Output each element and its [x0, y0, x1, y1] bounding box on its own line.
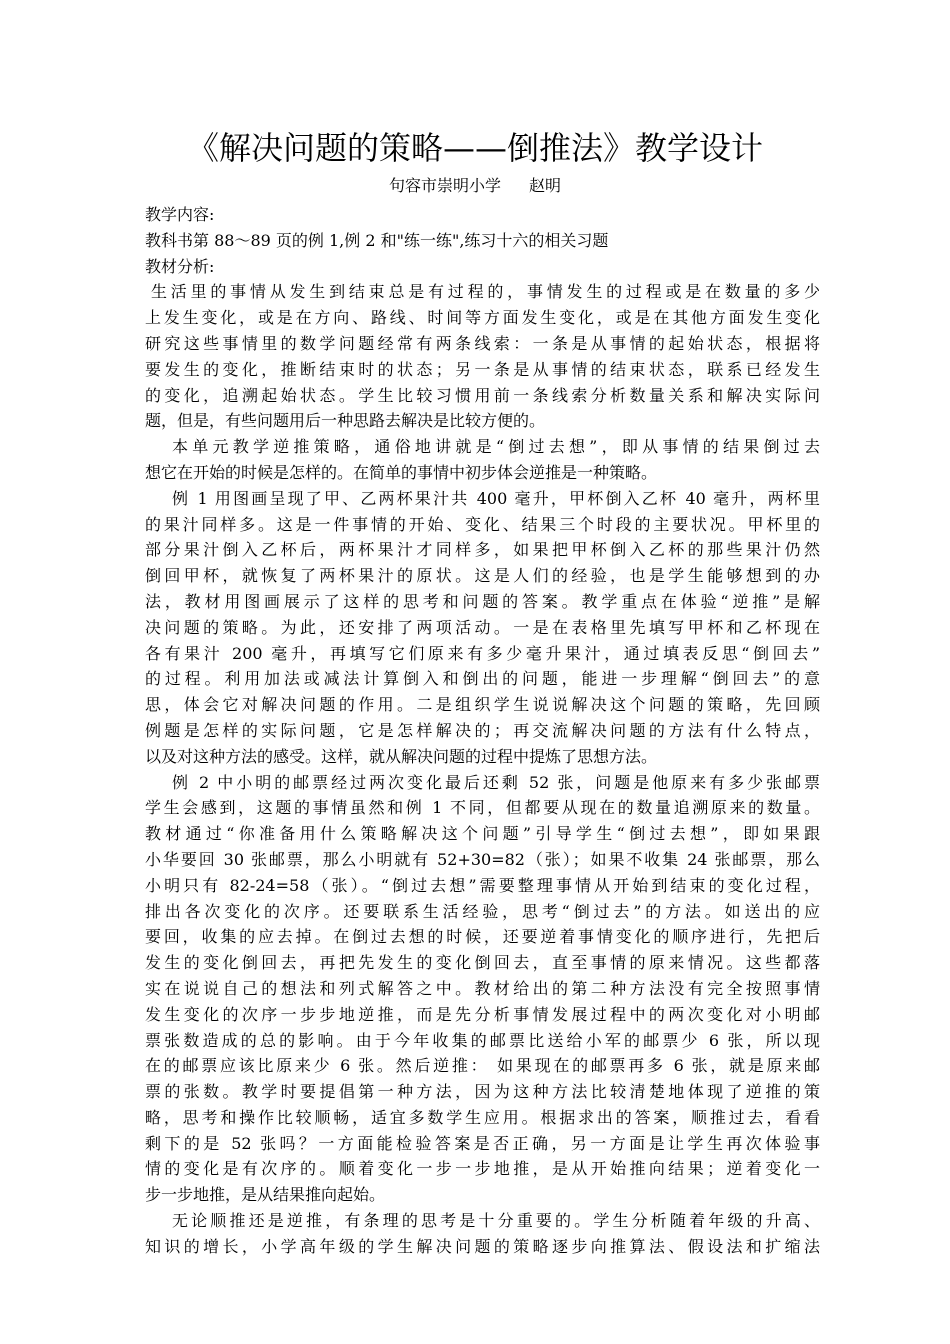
text-line: 教学内容:: [145, 205, 215, 224]
text-line: 要发生的变化，推断结束时的状态；另一条是从事情的结束状态，联系已经发生: [145, 359, 820, 379]
text-line: 研究这些事情里的数学问题经常有两条线索：一条是从事情的起始状态，根据将: [145, 333, 820, 353]
text-line: 决问题的策略。为此，还安排了两项活动。一是在表格里先填写甲杯和乙杯现在: [145, 617, 820, 637]
text-line: 情的变化是有次序的。顺着变化一步一步地推，是从开始推向结果；逆着变化一: [145, 1159, 820, 1179]
text-line: 剩下的是 52 张吗？一方面能检验答案是否正确，另一方面是让学生再次体验事: [145, 1133, 820, 1153]
text-line: 票张数造成的总的影响。由于今年收集的邮票比送给小军的邮票少 6 张，所以现: [145, 1030, 820, 1050]
text-line: 的过程。利用加法或减法计算倒入和倒出的问题，能进一步理解“倒回去”的意: [145, 669, 820, 689]
text-line: 要回，收集的应去掉。在倒过去想的时候，还要逆着事情变化的顺序进行，先把后: [145, 927, 820, 947]
author-name: 赵明: [529, 176, 562, 195]
text-line: 小华要回 30 张邮票，那么小明就有 52+30=82（张）；如果不收集 24 张邮票，那么: [145, 849, 820, 869]
text-line: 发生变化的次序一步步地逆推，而是先分析事情发展过程中的两次变化对小明邮: [145, 1004, 820, 1024]
text-line: 票的张数。教学时要提倡第一种方法，因为这种方法比较清楚地体现了逆推的策: [145, 1082, 820, 1102]
text-line: 本单元教学逆推策略，通俗地讲就是“倒过去想”，即从事情的结果倒过去: [172, 437, 820, 457]
text-line: 在的邮票应该比原来少 6 张。然后逆推： 如果现在的邮票再多 6 张，就是原来邮: [145, 1056, 820, 1076]
document-title: 《解决问题的策略——倒推法》教学设计: [186, 129, 763, 167]
text-line: 例题是怎样的实际问题，它是怎样解决的；再交流解决问题的方法有什么特点，: [145, 720, 820, 740]
text-line: 生活里的事情从发生到结束总是有过程的，事情发生的过程或是在数量的多少: [151, 282, 820, 302]
text-line: 发生的变化倒回去，再把先发生的变化倒回去，直至事情的原来情况。这些都落: [145, 953, 820, 973]
text-line: 教材通过“你准备用什么策略解决这个问题”引导学生“倒过去想”，即如果跟: [145, 824, 820, 844]
text-line: 部分果汁倒入乙杯后，两杯果汁才同样多，如果把甲杯倒入乙杯的那些果汁仍然: [145, 540, 820, 560]
text-line: 倒回甲杯，就恢复了两杯果汁的原状。这是人们的经验，也是学生能够想到的办: [145, 566, 820, 586]
text-line: 思，体会它对解决问题的作用。二是组织学生说说解决这个问题的策略，先回顾: [145, 695, 820, 715]
text-line: 知识的增长，小学高年级的学生解决问题的策略逐步向推算法、假设法和扩缩法: [145, 1236, 820, 1256]
text-line: 无论顺推还是逆推，有条理的思考是十分重要的。学生分析随着年级的升高、: [172, 1211, 820, 1231]
text-line: 想它在开始的时候是怎样的。在简单的事情中初步体会逆推是一种策略。: [145, 462, 658, 482]
author-line: [0, 174, 950, 198]
text-line: 各有果汁 200 毫升，再填写它们原来有多少毫升果汁，通过填表反思“倒回去”: [145, 643, 820, 663]
text-line: 上发生变化，或是在方向、路线、时间等方面发生变化，或是在其他方面发生变化: [145, 308, 820, 328]
text-line: 法，教材用图画展示了这样的思考和问题的答案。教学重点在体验“逆推”是解: [145, 591, 820, 611]
text-line: 学生会感到，这题的事情虽然和例 1 不同，但都要从现在的数量追溯原来的数量。: [145, 798, 820, 818]
text-line: 题，但是，有些问题用后一种思路去解决是比较方便的。: [145, 411, 546, 431]
text-line: 排出各次变化的次序。还要联系生活经验，思考“倒过去”的方法。如送出的应: [145, 901, 820, 921]
text-line: 步一步地推，是从结果推向起始。: [145, 1185, 386, 1205]
text-line: 小明只有 82-24=58（张）。“倒过去想”需要整理事情从开始到结束的变化过程，: [145, 875, 820, 895]
text-line: 实在说说自己的想法和列式解答之中。教材给出的第二种方法没有完全按照事情: [145, 978, 820, 998]
text-line: 教科书第 88～89 页的例 1,例 2 和"练一练",练习十六的相关习题: [145, 230, 609, 250]
text-line: 略，思考和操作比较顺畅，适宜多数学生应用。根据求出的答案，顺推过去，看看: [145, 1107, 820, 1127]
text-line: 教材分析:: [145, 256, 215, 276]
text-line: 的变化，追溯起始状态。学生比较习惯用前一条线索分析数量关系和解决实际问: [145, 385, 820, 405]
text-line: 的果汁同样多。这是一件事情的开始、变化、结果三个时段的主要状况。甲杯里的: [145, 514, 820, 534]
author-school: 句容市崇明小学: [388, 176, 501, 195]
text-line: 例 1 用图画呈现了甲、乙两杯果汁共 400 毫升，甲杯倒入乙杯 40 毫升，两杯里: [172, 488, 820, 508]
document-body: [145, 202, 820, 1260]
text-line: 以及对这种方法的感受。这样，就从解决问题的过程中提炼了思想方法。: [145, 746, 658, 766]
text-line: 例 2 中小明的邮票经过两次变化最后还剩 52 张，问题是他原来有多少张邮票: [172, 772, 820, 792]
